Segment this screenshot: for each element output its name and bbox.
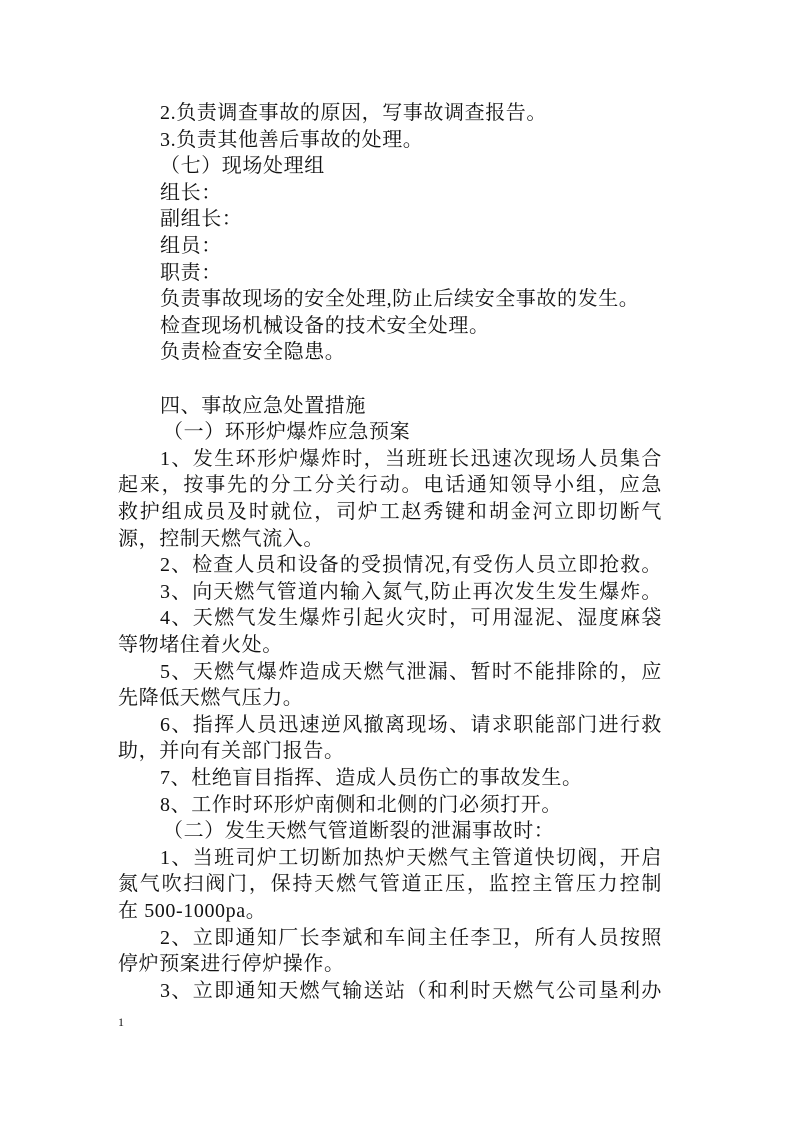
text-line: （一）环形炉爆炸应急预案 xyxy=(163,421,411,444)
text-line: 副组长： xyxy=(160,208,243,231)
text-line: 组长： xyxy=(160,181,222,204)
text-line: 助，并向有关部门报告。 xyxy=(118,740,345,763)
text-line: 起来，按事先的分工分关行动。电话通知领导小组，应急 xyxy=(118,474,662,497)
text-line: 氮气吹扫阀门，保持天燃气管道正压，监控主管压力控制 xyxy=(118,873,662,896)
text-line: （二）发生天燃气管道断裂的泄漏事故时： xyxy=(163,820,555,843)
text-line: 组员： xyxy=(160,235,222,257)
text-line: 2、立即通知厂长李斌和车间主任李卫，所有人员按照 xyxy=(160,926,662,949)
text-line: 等物堵住着火处。 xyxy=(118,634,283,656)
text-line: （七）现场处理组 xyxy=(160,155,325,178)
text-line: 负责检查安全隐患。 xyxy=(160,341,346,364)
text-line: 7、杜绝盲目指挥、造成人员伤亡的事故发生。 xyxy=(160,767,583,789)
text-line: 3、向天燃气管道内输入氮气,防止再次发生发生爆炸。 xyxy=(160,580,662,603)
text-line: 在 500-1000pa。 xyxy=(118,900,267,922)
text-line: 四、事故应急处置措施 xyxy=(160,394,366,417)
text-line: 救护组成员及时就位，司炉工赵秀键和胡金河立即切断气 xyxy=(118,501,662,523)
text-line: 职责： xyxy=(160,261,222,284)
text-line: 3.负责其他善后事故的处理。 xyxy=(160,128,424,151)
text-line: 5、天燃气爆炸造成天燃气泄漏、暂时不能排除的，应 xyxy=(160,660,662,683)
text-line: 1、发生环形炉爆炸时，当班班长迅速次现场人员集合 xyxy=(160,447,662,470)
text-line: 2.负责调查事故的原因，写事故调查报告。 xyxy=(160,102,547,124)
text-line: 8、工作时环形炉南侧和北侧的门必须打开。 xyxy=(160,793,562,816)
text-line: 4、天燃气发生爆炸引起火灾时，可用湿泥、湿度麻袋 xyxy=(160,607,662,630)
text-line: 先降低天燃气压力。 xyxy=(118,687,304,710)
page-number: 1 xyxy=(118,1015,124,1029)
text-line: 停炉预案进行停炉操作。 xyxy=(118,953,345,976)
text-line: 负责事故现场的安全处理,防止后续安全事故的发生。 xyxy=(160,288,640,311)
text-line: 2、检查人员和设备的受损情况,有受伤人员立即抢救。 xyxy=(160,554,662,577)
text-line: 检查现场机械设备的技术安全处理。 xyxy=(160,314,490,337)
text-line: 3、立即通知天燃气输送站（和利时天燃气公司垦利办 xyxy=(160,979,662,1002)
text-line: 1、当班司炉工切断加热炉天燃气主管道快切阀，开启 xyxy=(160,846,662,869)
text-line: 6、指挥人员迅速逆风撤离现场、请求职能部门进行救 xyxy=(160,713,662,736)
text-line: 源，控制天燃气流入。 xyxy=(118,527,324,550)
